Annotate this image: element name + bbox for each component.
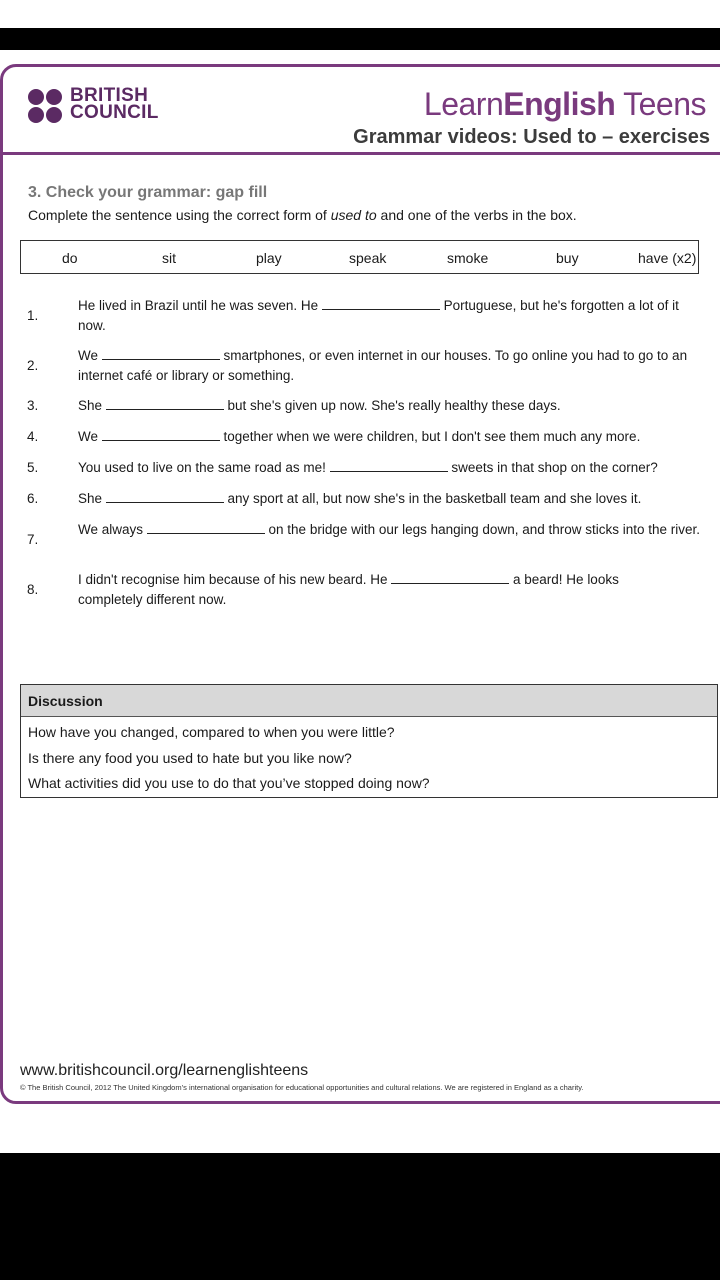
answer-blank[interactable] [322,297,440,310]
question-text: We together when we were children, but I don't see them much any more. [78,429,641,444]
question-number: 1. [27,308,39,323]
question-number: 8. [27,582,39,597]
page-subtitle: Grammar videos: Used to – exercises [353,126,710,148]
learnenglish-teens-title: LearnEnglish Teens [423,86,706,122]
discussion-question: What activities did you use to do that you’ve stopped doing now? [28,775,430,791]
top-status-area [0,0,720,50]
discussion-header: Discussion [21,685,717,717]
question-text: She any sport at all, but now she's in the basketball team and she loves it. [78,491,642,506]
question-number: 3. [27,398,39,413]
verb-item: have (x2) [638,250,697,266]
logo-line-2: COUNCIL [70,102,159,123]
question-number: 7. [27,532,39,547]
answer-blank[interactable] [330,459,448,472]
section-title: 3. Check your grammar: gap fill [28,184,268,201]
question-text: He lived in Brazil until he was seven. He Portuguese, but he's forgotten a lot of it now. [78,298,679,333]
bottom-black-bar [0,1153,720,1280]
question-number: 5. [27,460,39,475]
verb-item: play [256,250,282,266]
header-divider [0,152,720,155]
question-text: I didn't recognise him because of his new beard. He a beard! He looks completely different now. [78,572,619,607]
answer-blank[interactable] [106,397,224,410]
question-text: She but she's given up now. She's really healthy these days. [78,398,561,413]
verb-item: sit [162,250,176,266]
british-council-logo [28,87,168,127]
verb-item: speak [349,250,387,266]
top-black-bar [0,28,720,50]
answer-blank[interactable] [147,521,265,534]
question-text: We always on the bridge with our legs hanging down, and throw sticks into the river. [78,522,701,537]
footer-copyright: © The British Council, 2012 The United Kingdom’s international organisation for educational opportunities and cultural relations. We are registered in England as a charity. [20,1083,584,1092]
logo-line-1: BRITISH [70,85,149,106]
answer-blank[interactable] [102,347,220,360]
instructions: Complete the sentence using the correct form of used to and one of the verbs in the box. [28,207,577,223]
logo-dots-icon [28,89,68,125]
verb-item: smoke [447,250,489,266]
question-number: 6. [27,491,39,506]
discussion-question: Is there any food you used to hate but you like now? [28,750,352,766]
verb-box [20,240,699,274]
question-text: You used to live on the same road as me! sweets in that shop on the corner? [78,460,658,475]
discussion-question: How have you changed, compared to when you were little? [28,724,395,740]
answer-blank[interactable] [102,428,220,441]
question-number: 4. [27,429,39,444]
question-number: 2. [27,358,39,373]
answer-blank[interactable] [106,490,224,503]
verb-item: do [62,250,78,266]
discussion-box [20,684,718,798]
verb-item: buy [556,250,579,266]
footer-url[interactable]: www.britishcouncil.org/learnenglishteens [20,1062,309,1079]
answer-blank[interactable] [391,571,509,584]
question-text: We smartphones, or even internet in our houses. To go online you had to go to an internet café or library or something. [78,348,688,383]
